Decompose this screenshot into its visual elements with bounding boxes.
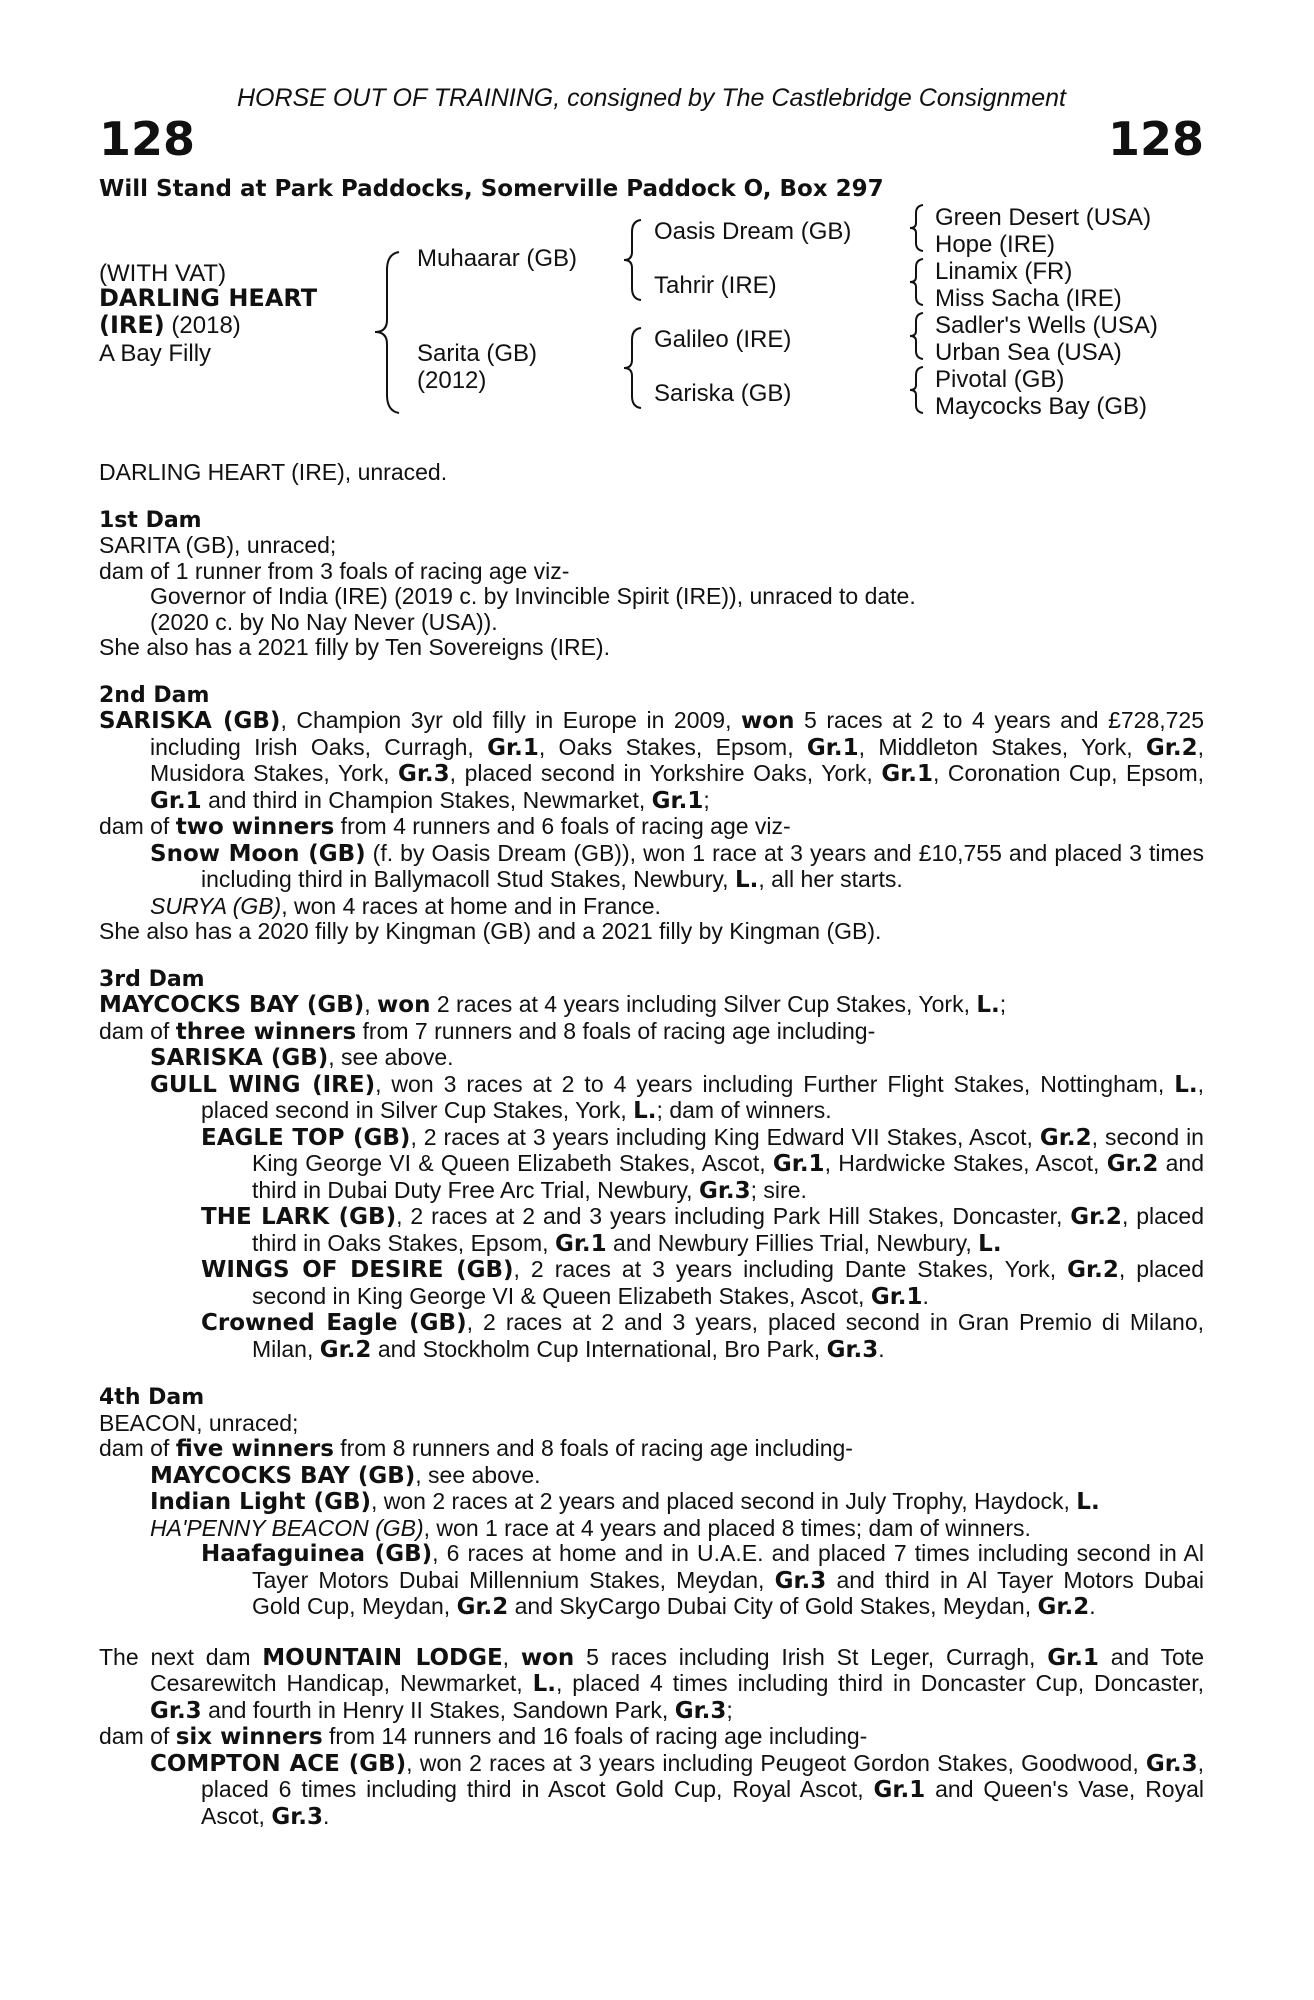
- grade-label: Gr.3: [150, 1697, 202, 1724]
- grade-label: Gr.1: [772, 1151, 825, 1177]
- winners-count: two winners: [175, 814, 335, 840]
- grade-label: L.: [633, 1098, 657, 1124]
- produce-snow-moon: [99, 841, 1204, 894]
- first-dam-line: dam of 1 runner from 3 foals of racing age viz-: [99, 557, 570, 584]
- grade-label: Gr.2: [456, 1594, 509, 1620]
- third-dam-record: [99, 992, 1204, 1019]
- grade-label: Gr.2: [1037, 1594, 1090, 1620]
- text: dam of: [99, 813, 176, 839]
- next-dam-produce-summary: [99, 1724, 1204, 1751]
- grade-label: Gr.3: [271, 1803, 323, 1830]
- text: , Middleton Stakes, York,: [858, 733, 1146, 760]
- grade-label: Gr.1: [870, 1283, 923, 1310]
- pedigree-notes: [99, 460, 1204, 1830]
- granddam-2: Sariska (GB): [654, 380, 792, 407]
- text: , won 4 races at home and in France.: [281, 892, 661, 919]
- text: and third in Champion Stakes, Newmarket,: [201, 786, 652, 813]
- produce-maycocks-bay: [99, 1463, 1204, 1490]
- text: , won 1 race at 4 years and placed 8 times; dam of winners.: [423, 1514, 1031, 1541]
- horse-name: Snow Moon (GB): [150, 840, 366, 867]
- won-label: won: [741, 708, 795, 734]
- horse-year: (2018): [164, 312, 241, 339]
- horse-name: MOUNTAIN LODGE: [262, 1644, 503, 1671]
- text: ; sire.: [750, 1176, 807, 1203]
- great-grandparent: Hope (IRE): [935, 231, 1056, 258]
- brace-ggp-4: [905, 365, 929, 415]
- produce-haafaguinea: [99, 1541, 1204, 1621]
- text: and fourth in Henry II Stakes, Sandown Park,: [201, 1696, 675, 1723]
- text: .: [878, 1335, 885, 1362]
- text: , placed second in Yorkshire Oaks, York,: [449, 760, 882, 786]
- horse-description: A Bay Filly: [99, 340, 212, 367]
- grade-label: L.: [978, 1230, 1002, 1257]
- text: .: [323, 1802, 330, 1829]
- grandsire-1: Oasis Dream (GB): [654, 218, 852, 245]
- great-grandparent: Green Desert (USA): [935, 204, 1152, 231]
- horse-name: WINGS OF DESIRE (GB): [201, 1257, 514, 1283]
- text: 5 races at 2 to 4 years and £728,725 including Irish Oaks, Curragh,: [150, 707, 1204, 760]
- grade-label: Gr.1: [1047, 1644, 1099, 1671]
- grade-label: L.: [976, 992, 1000, 1018]
- won-label: won: [520, 1644, 575, 1671]
- horse-name: SURYA (GB): [150, 892, 282, 919]
- text: from 4 runners and 6 foals of racing age viz-: [334, 813, 791, 839]
- horse-name: SARISKA (GB): [99, 708, 281, 734]
- grade-label: Gr.1: [554, 1230, 607, 1257]
- brace-ggp-3: [905, 311, 929, 361]
- text: , Coronation Cup, Epsom,: [933, 760, 1204, 786]
- text: 2 races at 4 years including Silver Cup Stakes, York,: [430, 991, 977, 1017]
- winners-count: three winners: [175, 1018, 357, 1045]
- horse-name: GULL WING (IRE): [150, 1071, 376, 1098]
- grade-label: Gr.3: [674, 1697, 727, 1724]
- horse-name: THE LARK (GB): [201, 1204, 397, 1230]
- text: , 2 races at 3 years including King Edward VII Stakes, Ascot,: [410, 1123, 1040, 1150]
- grade-label: Gr.3: [1145, 1750, 1198, 1777]
- grade-label: L.: [1076, 1489, 1100, 1515]
- text: ; dam of winners.: [656, 1097, 832, 1123]
- horse-name: Haafaguinea (GB): [201, 1541, 433, 1567]
- stand-location: Will Stand at Park Paddocks, Somerville Paddock O, Box 297: [99, 176, 884, 202]
- text: 5 races including Irish St Leger, Curragh,: [574, 1643, 1048, 1670]
- lot-number-right: 128: [1107, 112, 1204, 166]
- first-dam-line: SARITA (GB), unraced;: [99, 532, 337, 558]
- produce-indian-light: [99, 1489, 1204, 1516]
- third-dam-produce-summary: [99, 1019, 1204, 1046]
- text: , placed second in Silver Cup Stakes, York,: [201, 1070, 1204, 1123]
- grade-label: Gr.1: [150, 787, 202, 814]
- second-dam-also: She also has a 2020 filly by Kingman (GB) and a 2021 filly by Kingman (GB).: [99, 918, 882, 944]
- text: , see above.: [328, 1044, 454, 1070]
- grade-label: Gr.3: [397, 761, 450, 787]
- text: and SkyCargo Dubai City of Gold Stakes, Meydan,: [508, 1593, 1038, 1619]
- grandsire-2: Galileo (IRE): [654, 326, 792, 353]
- text: , placed third in Oaks Stakes, Epsom,: [252, 1203, 1205, 1256]
- produce-wings-of-desire: [99, 1257, 1204, 1310]
- text: and third in Al Tayer Motors Dubai Gold Cup, Meydan,: [252, 1566, 1204, 1619]
- text: ;: [999, 991, 1007, 1017]
- grade-label: Gr.1: [651, 787, 704, 814]
- grade-label: Gr.2: [1145, 734, 1198, 761]
- fourth-dam-produce-summary: [99, 1436, 1204, 1463]
- produce-the-lark: [99, 1204, 1204, 1257]
- consignor-header: HORSE OUT OF TRAINING, consigned by The Castlebridge Consignment: [236, 84, 1067, 112]
- horse-name: MAYCOCKS BAY (GB): [99, 992, 365, 1018]
- text: , all her starts.: [758, 866, 903, 892]
- text: .: [922, 1282, 929, 1309]
- text: from 7 runners and 8 foals of racing age including-: [356, 1017, 876, 1044]
- second-dam-produce-summary: [99, 814, 1204, 841]
- sire: Muhaarar (GB): [417, 245, 578, 272]
- dam-year: (2012): [417, 367, 487, 394]
- intro-line: DARLING HEART (IRE), unraced.: [99, 459, 448, 485]
- text: , second in King George VI & Queen Elizabeth Stakes, Ascot,: [252, 1123, 1204, 1176]
- grade-label: Gr.1: [487, 734, 539, 761]
- text: and Queen's Vase, Royal Ascot,: [201, 1776, 1205, 1829]
- dam: Sarita (GB): [417, 340, 538, 367]
- great-grandparent: Pivotal (GB): [935, 366, 1065, 393]
- text: , placed second in King George VI & Queen Elizabeth Stakes, Ascot,: [252, 1256, 1205, 1309]
- next-dam-record: [99, 1645, 1204, 1725]
- produce-surya: [99, 894, 1204, 920]
- produce-crowned-eagle: [99, 1310, 1204, 1363]
- text: , 2 races at 2 and 3 years, placed second in Gran Premio di Milano, Milan,: [252, 1309, 1204, 1362]
- great-grandparent: Linamix (FR): [935, 258, 1073, 285]
- produce-hapenny-beacon: [99, 1516, 1204, 1542]
- text: , Musidora Stakes, York,: [150, 733, 1204, 786]
- text: , Hardwicke Stakes, Ascot,: [824, 1150, 1107, 1176]
- text: ;: [726, 1696, 733, 1723]
- text: ;: [703, 786, 710, 813]
- horse-country: (IRE): [99, 311, 165, 339]
- text: , won 2 races at 3 years including Peugeot Gordon Stakes, Goodwood,: [406, 1749, 1146, 1776]
- text: (f. by Oasis Dream (GB)), won 1 race at 3 years and £10,755 and placed 3 times including third in Ballymacoll Stud Stakes, Newbury,: [201, 839, 1204, 892]
- brace-ggp-2: [905, 257, 929, 307]
- third-dam-heading: 3rd Dam: [99, 966, 205, 992]
- winners-count: six winners: [175, 1724, 323, 1750]
- text: and Stockholm Cup International, Bro Park,: [371, 1335, 827, 1362]
- grade-label: Gr.1: [881, 761, 933, 787]
- second-dam-heading: 2nd Dam: [99, 682, 210, 708]
- text: , see above.: [415, 1461, 541, 1488]
- produce-eagle-top: [99, 1125, 1204, 1205]
- text: , Oaks Stakes, Epsom,: [538, 733, 807, 760]
- grade-label: Gr.3: [774, 1567, 827, 1594]
- text: , placed 6 times including third in Ascot Gold Cup, Royal Ascot,: [201, 1749, 1204, 1802]
- horse-name: EAGLE TOP (GB): [201, 1124, 411, 1151]
- grade-label: Gr.2: [1106, 1151, 1159, 1177]
- grade-label: Gr.2: [319, 1336, 372, 1363]
- grade-label: Gr.1: [873, 1777, 926, 1803]
- great-grandparent: Sadler's Wells (USA): [935, 312, 1158, 339]
- great-grandparent: Miss Sacha (IRE): [935, 285, 1122, 312]
- grade-label: L.: [532, 1671, 556, 1697]
- text: and Tote Cesarewitch Handicap, Newmarket,: [150, 1643, 1204, 1696]
- text: , 6 races at home and in U.A.E. and placed 7 times including second in Al Tayer Motors Dubai Millennium Stakes, Meydan,: [252, 1540, 1204, 1593]
- text: dam of: [99, 1723, 176, 1749]
- text: ,: [502, 1643, 521, 1670]
- horse-name: SARISKA (GB): [150, 1045, 329, 1071]
- granddam-1: Tahrir (IRE): [654, 272, 777, 299]
- text: , won 3 races at 2 to 4 years including Further Flight Stakes, Nottingham,: [375, 1070, 1175, 1097]
- grade-label: Gr.2: [1070, 1204, 1122, 1230]
- second-dam-record: [99, 708, 1204, 814]
- text: , 2 races at 3 years including Dante Stakes, York,: [513, 1256, 1068, 1282]
- horse-name: Crowned Eagle (GB): [201, 1310, 467, 1336]
- text: The next dam: [99, 1643, 263, 1670]
- grade-label: Gr.3: [698, 1177, 751, 1204]
- great-grandparent: Urban Sea (USA): [935, 339, 1122, 366]
- first-dam-produce: Governor of India (IRE) (2019 c. by Invincible Spirit (IRE)), unraced to date.: [150, 583, 916, 609]
- produce-compton-ace: [99, 1751, 1204, 1831]
- lot-number-left: 128: [99, 112, 196, 166]
- grade-label: Gr.2: [1067, 1257, 1119, 1283]
- won-label: won: [377, 992, 431, 1018]
- horse-name-line2: [99, 312, 241, 339]
- text: , won 2 races at 2 years and placed second in July Trophy, Haydock,: [371, 1488, 1077, 1514]
- brace-sire-dam: [369, 250, 409, 415]
- brace-ggp-1: [905, 203, 929, 253]
- text: , 2 races at 2 and 3 years including Park Hill Stakes, Doncaster,: [396, 1203, 1071, 1229]
- grade-label: Gr.1: [806, 734, 859, 761]
- text: from 14 runners and 16 foals of racing age including-: [322, 1723, 868, 1749]
- first-dam-heading: 1st Dam: [99, 507, 202, 533]
- first-dam-line: She also has a 2021 filly by Ten Sovereigns (IRE).: [99, 634, 610, 660]
- grade-label: Gr.3: [826, 1336, 879, 1363]
- horse-name: Indian Light (GB): [150, 1489, 371, 1515]
- text: dam of: [99, 1017, 176, 1044]
- horse-name: COMPTON ACE (GB): [150, 1750, 407, 1777]
- brace-dam-parents: [619, 326, 649, 410]
- great-grandparent: Maycocks Bay (GB): [935, 393, 1148, 420]
- fourth-dam-heading: 4th Dam: [99, 1385, 205, 1410]
- text: dam of: [99, 1435, 176, 1461]
- winners-count: five winners: [175, 1436, 334, 1462]
- grade-label: L.: [1174, 1071, 1198, 1098]
- text: and Newbury Fillies Trial, Newbury,: [606, 1229, 979, 1256]
- horse-name: DARLING HEART: [99, 284, 318, 312]
- text: from 8 runners and 8 foals of racing age including-: [333, 1435, 853, 1461]
- text: .: [1089, 1593, 1096, 1619]
- text: , Champion 3yr old filly in Europe in 2009,: [280, 707, 742, 733]
- produce-sariska: [99, 1045, 1204, 1072]
- horse-name: MAYCOCKS BAY (GB): [150, 1462, 416, 1489]
- grade-label: L.: [734, 867, 759, 893]
- text: , placed 4 times including third in Doncaster Cup, Doncaster,: [555, 1670, 1204, 1696]
- vat-label: (WITH VAT): [99, 260, 227, 287]
- horse-name: HA'PENNY BEACON (GB): [150, 1514, 424, 1541]
- grade-label: Gr.2: [1039, 1124, 1092, 1151]
- brace-sire-parents: [619, 218, 649, 302]
- first-dam-produce: (2020 c. by No Nay Never (USA)).: [150, 608, 498, 635]
- fourth-dam-line: BEACON, unraced;: [99, 1409, 299, 1436]
- produce-gull-wing: [99, 1072, 1204, 1125]
- text: ,: [364, 991, 378, 1017]
- text: and third in Dubai Duty Free Arc Trial, Newbury,: [252, 1150, 1205, 1203]
